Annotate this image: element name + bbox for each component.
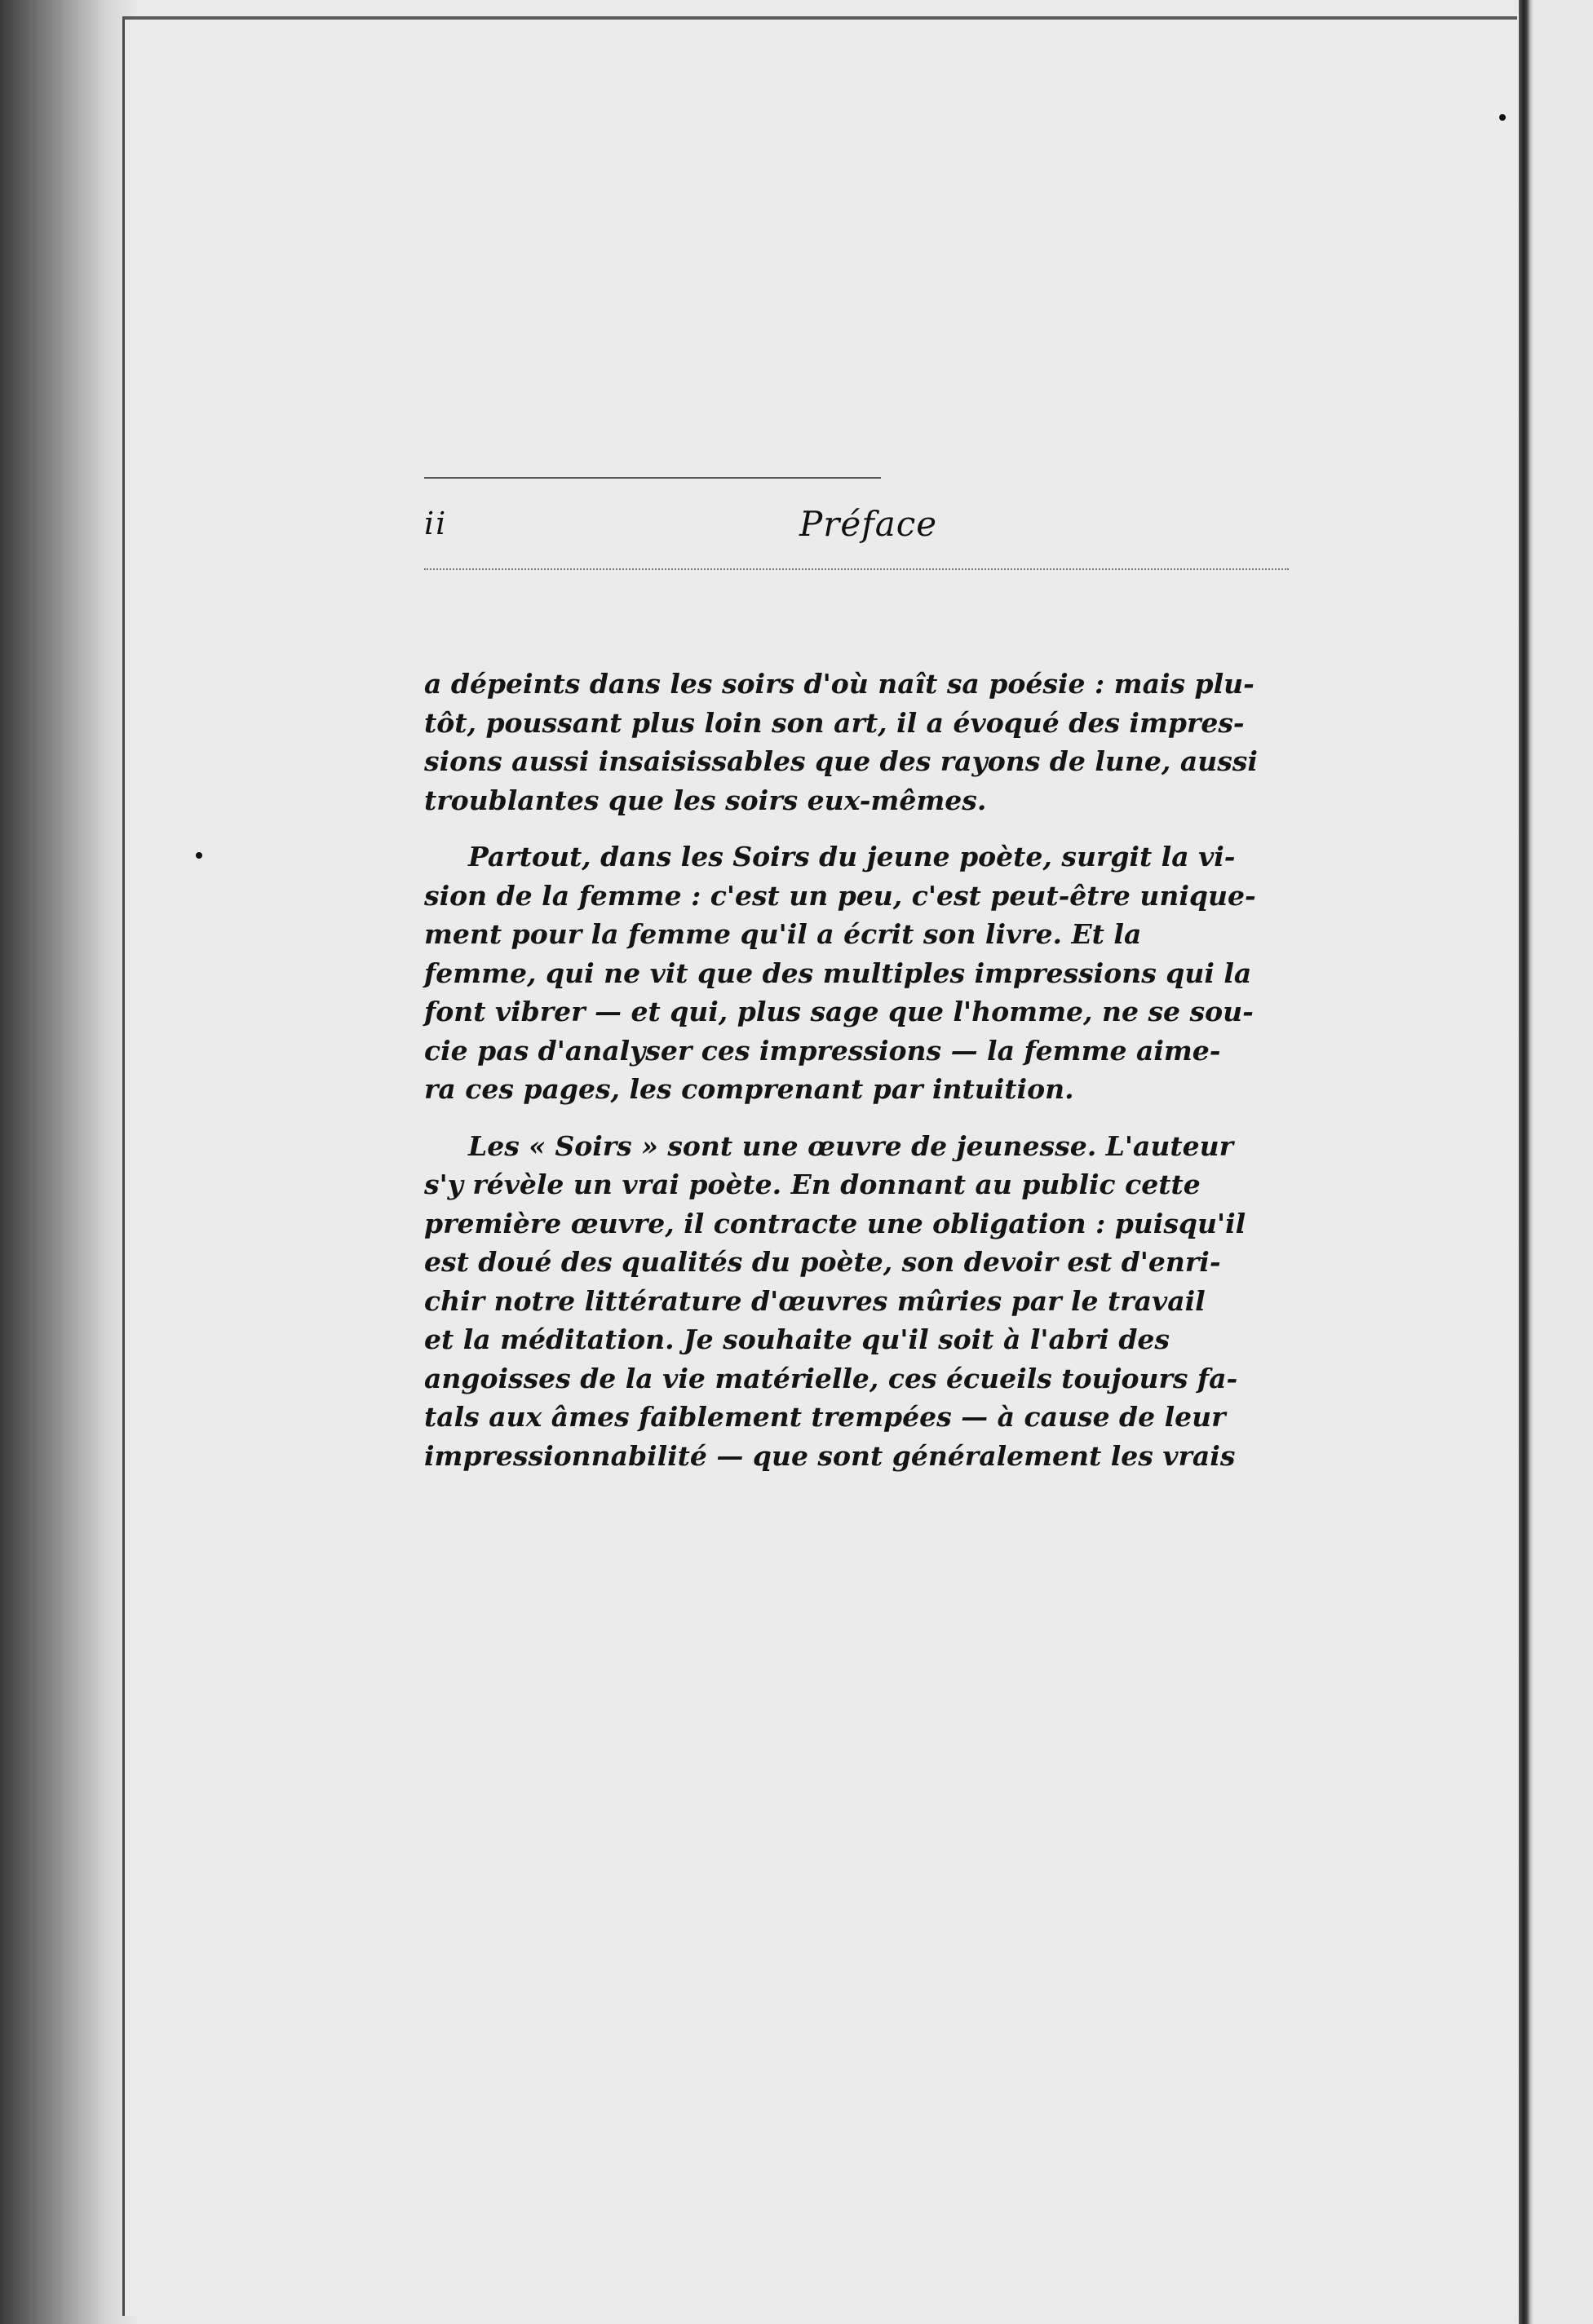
text-line: cie pas d'analyser ces impressions — la femme aime-	[424, 1034, 1221, 1067]
text-line: sion de la femme : c'est un peu, c'est peut-être unique-	[424, 879, 1256, 912]
text-line: Partout, dans les Soirs du jeune poète, surgit la vi-	[468, 841, 1236, 873]
text-line: font vibrer — et qui, plus sage que l'homme, ne se sou-	[424, 996, 1254, 1027]
text-line: et la méditation. Je souhaite qu'il soit à l'abri des	[424, 1323, 1170, 1355]
paragraph	[424, 1127, 1297, 1476]
facing-page-strip	[1533, 0, 1593, 2324]
paragraph	[424, 665, 1297, 820]
text-line: femme, qui ne vit que des multiples impressions qui la	[424, 957, 1252, 989]
header-dotted-rule	[424, 568, 1289, 570]
text-line: a dépeints dans les soirs d'où naît sa poésie : mais plu-	[424, 668, 1254, 700]
text-line: Les « Soirs » sont une œuvre de jeunesse. L'auteur	[468, 1129, 1233, 1162]
text-line: impressionnabilité — que sont généralement les vrais	[424, 1439, 1236, 1472]
running-title: Préface	[799, 504, 938, 544]
text-line: ment pour la femme qu'il a écrit son livre. Et la	[424, 918, 1142, 950]
text-line: chir notre littérature d'œuvres mûries par le travail	[424, 1284, 1206, 1317]
body-text	[424, 665, 1297, 1493]
scan-speck	[1499, 114, 1506, 121]
page-right-edge	[1519, 0, 1533, 2324]
paragraph	[424, 837, 1297, 1109]
text-line: sions aussi insaisissables que des rayons de lune, aussi	[424, 745, 1258, 777]
text-line: angoisses de la vie matérielle, ces écueils toujours fa-	[424, 1362, 1238, 1394]
running-header	[424, 497, 1289, 554]
text-line: ra ces pages, les comprenant par intuition.	[424, 1073, 1074, 1105]
header-rule	[424, 477, 881, 479]
text-line: s'y révèle un vrai poète. En donnant au public cette	[424, 1169, 1201, 1200]
text-line: tôt, poussant plus loin son art, il a évoqué des impres-	[424, 706, 1245, 739]
text-line: tals aux âmes faiblement trempées — à cause de leur	[424, 1401, 1226, 1433]
text-line: troublantes que les soirs eux-mêmes.	[424, 784, 987, 816]
page-number: ii	[424, 506, 448, 541]
scan-speck	[196, 852, 202, 859]
text-line: première œuvre, il contracte une obligation : puisqu'il	[424, 1207, 1246, 1239]
text-line: est doué des qualités du poète, son devoir est d'enri-	[424, 1246, 1221, 1278]
